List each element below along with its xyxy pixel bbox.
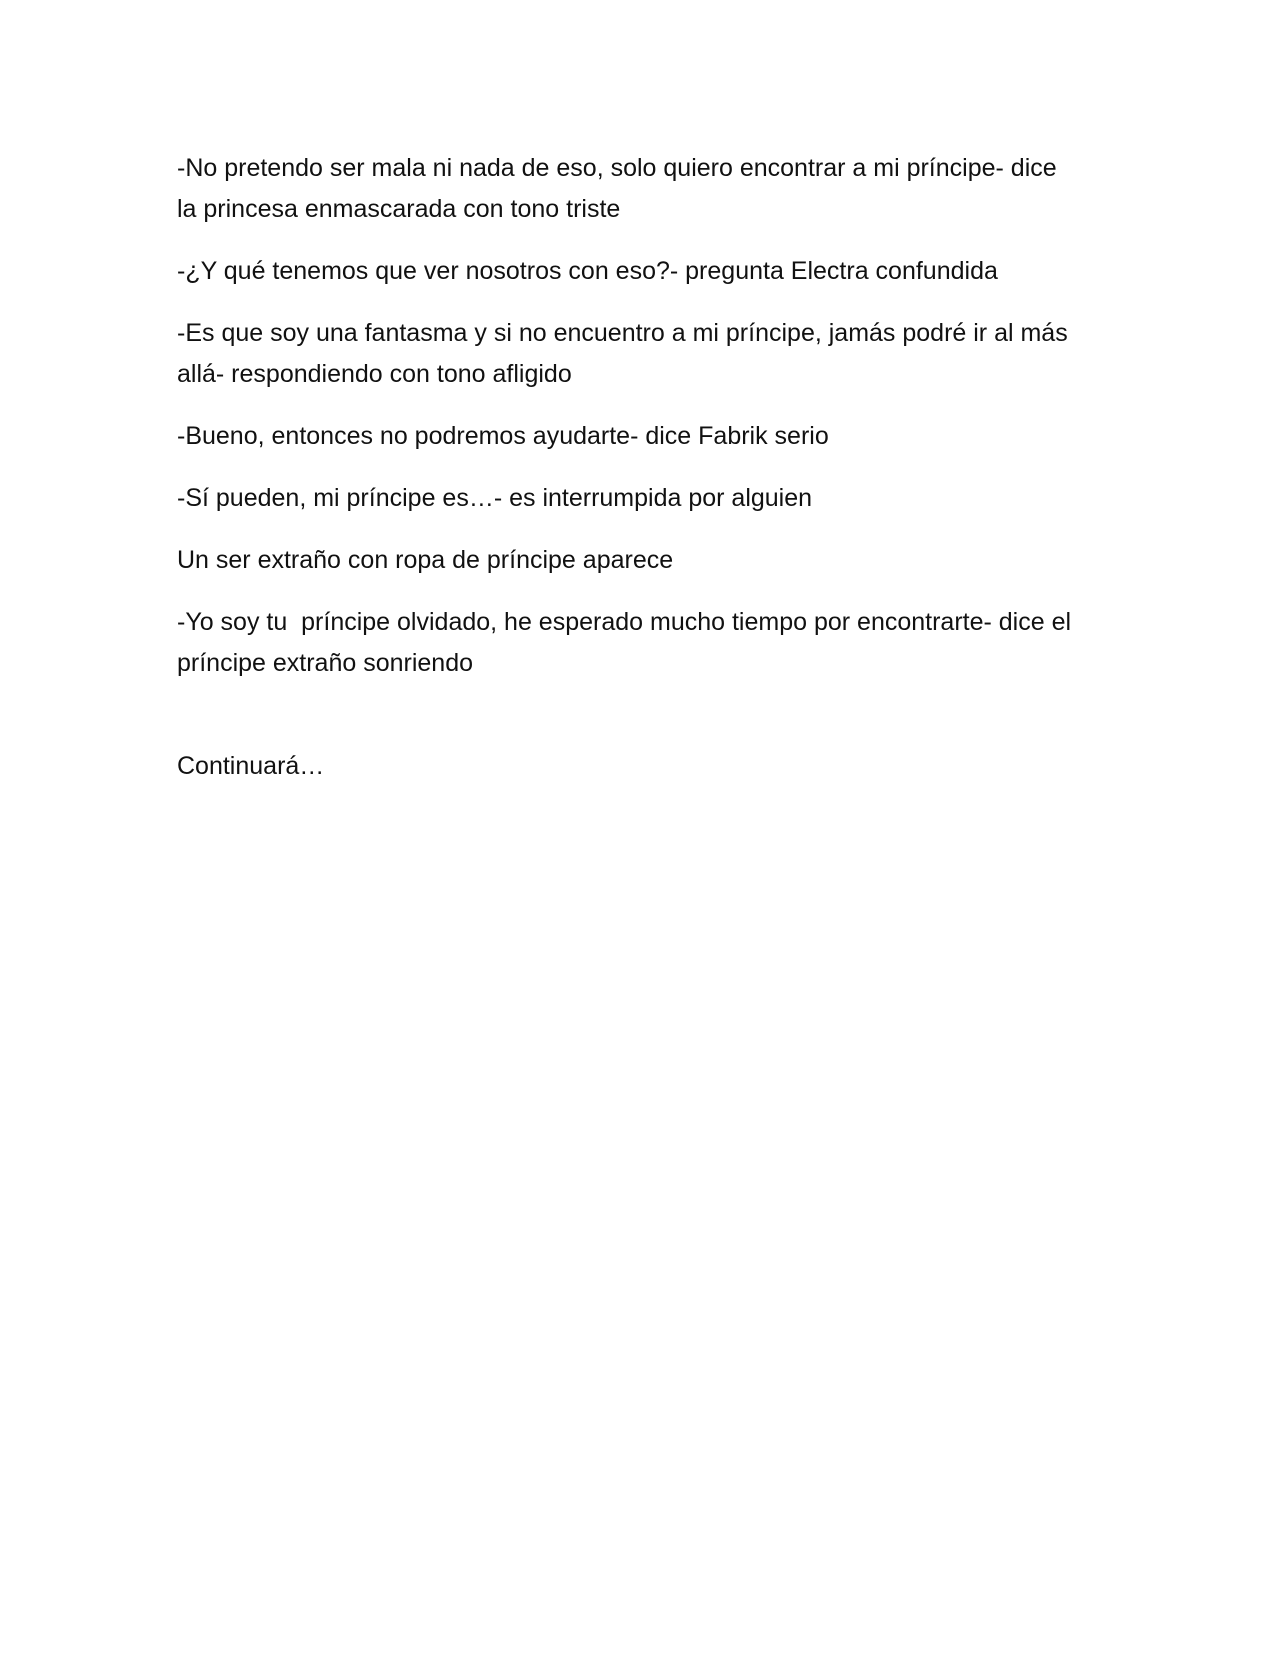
paragraph: -Sí pueden, mi príncipe es…- es interrumpida por alguien <box>177 484 813 512</box>
paragraph: -¿Y qué tenemos que ver nosotros con eso?- pregunta Electra confundida <box>177 257 998 285</box>
paragraph: -Es que soy una fantasma y si no encuentro a mi príncipe, jamás podré ir al más allá- respondiendo con tono afligido <box>177 319 1075 388</box>
paragraph: Un ser extraño con ropa de príncipe aparece <box>177 546 674 574</box>
paragraph: -Yo soy tu príncipe olvidado, he esperado mucho tiempo por encontrarte- dice el príncipe extraño sonriendo <box>177 608 1078 677</box>
document-body <box>177 148 1077 808</box>
closing-line: Continuará… <box>177 752 325 780</box>
paragraph: -No pretendo ser mala ni nada de eso, solo quiero encontrar a mi príncipe- dice la princesa enmascarada con tono triste <box>177 154 1064 223</box>
paragraph: -Bueno, entonces no podremos ayudarte- dice Fabrik serio <box>177 422 829 450</box>
